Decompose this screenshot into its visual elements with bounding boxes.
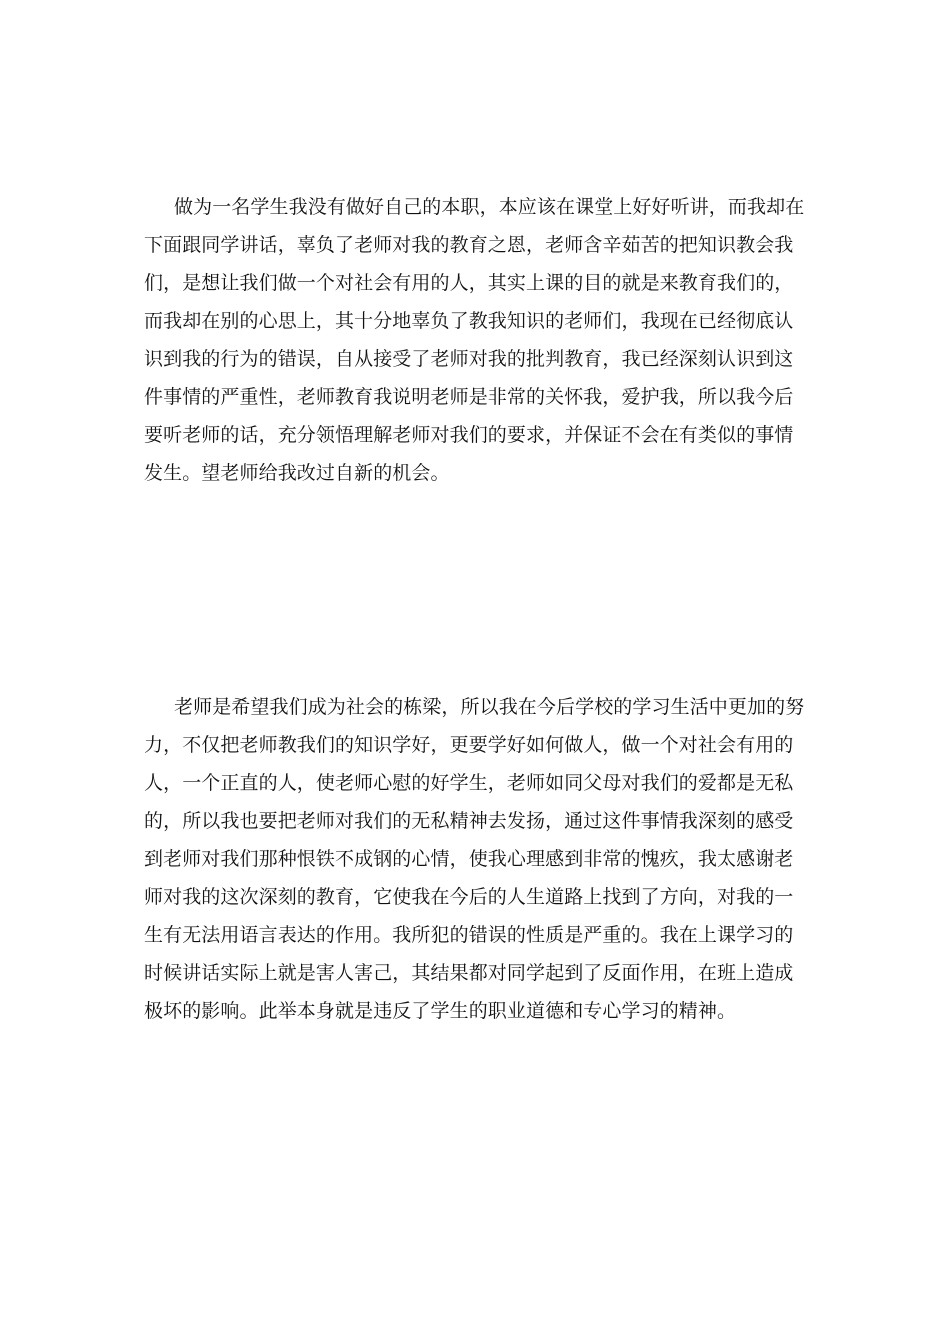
- paragraph-line: 的，所以我也要把老师对我们的无私精神去发扬，通过这件事情我深刻的感受: [144, 810, 794, 832]
- paragraph-2: [144, 688, 808, 1030]
- paragraph-line: 发生。望老师给我改过自新的机会。: [144, 462, 450, 484]
- paragraph-line: 要听老师的话，充分领悟理解老师对我们的要求，并保证不会在有类似的事情: [144, 424, 794, 446]
- paragraph-line: 们，是想让我们做一个对社会有用的人，其实上课的目的就是来教育我们的，: [144, 272, 794, 294]
- paragraph-1: [144, 188, 808, 492]
- paragraph-line: 师对我的这次深刻的教育，它使我在今后的人生道路上找到了方向，对我的一: [144, 886, 794, 908]
- paragraph-line: 时候讲话实际上就是害人害己，其结果都对同学起到了反面作用，在班上造成: [144, 962, 794, 984]
- paragraph-line: 极坏的影响。此举本身就是违反了学生的职业道德和专心学习的精神。: [144, 1000, 737, 1022]
- paragraph-line: 件事情的严重性，老师教育我说明老师是非常的关怀我，爱护我，所以我今后: [144, 386, 794, 408]
- paragraph-line: 人，一个正直的人，使老师心慰的好学生，老师如同父母对我们的爱都是无私: [144, 772, 794, 794]
- paragraph-line: 到老师对我们那种恨铁不成钢的心情，使我心理感到非常的愧疚，我太感谢老: [144, 848, 794, 870]
- paragraph-line: 生有无法用语言表达的作用。我所犯的错误的性质是严重的。我在上课学习的: [144, 924, 794, 946]
- paragraph-line: 识到我的行为的错误，自从接受了老师对我的批判教育，我已经深刻认识到这: [144, 348, 794, 370]
- paragraph-line: 老师是希望我们成为社会的栋梁，所以我在今后学校的学习生活中更加的努: [174, 696, 805, 718]
- paragraph-line: 做为一名学生我没有做好自己的本职，本应该在课堂上好好听讲，而我却在: [174, 196, 805, 218]
- paragraph-line: 而我却在别的心思上，其十分地辜负了教我知识的老师们，我现在已经彻底认: [144, 310, 794, 332]
- paragraph-line: 下面跟同学讲话，辜负了老师对我的教育之恩，老师含辛茹苦的把知识教会我: [144, 234, 794, 256]
- paragraph-line: 力，不仅把老师教我们的知识学好，更要学好如何做人，做一个对社会有用的: [144, 734, 794, 756]
